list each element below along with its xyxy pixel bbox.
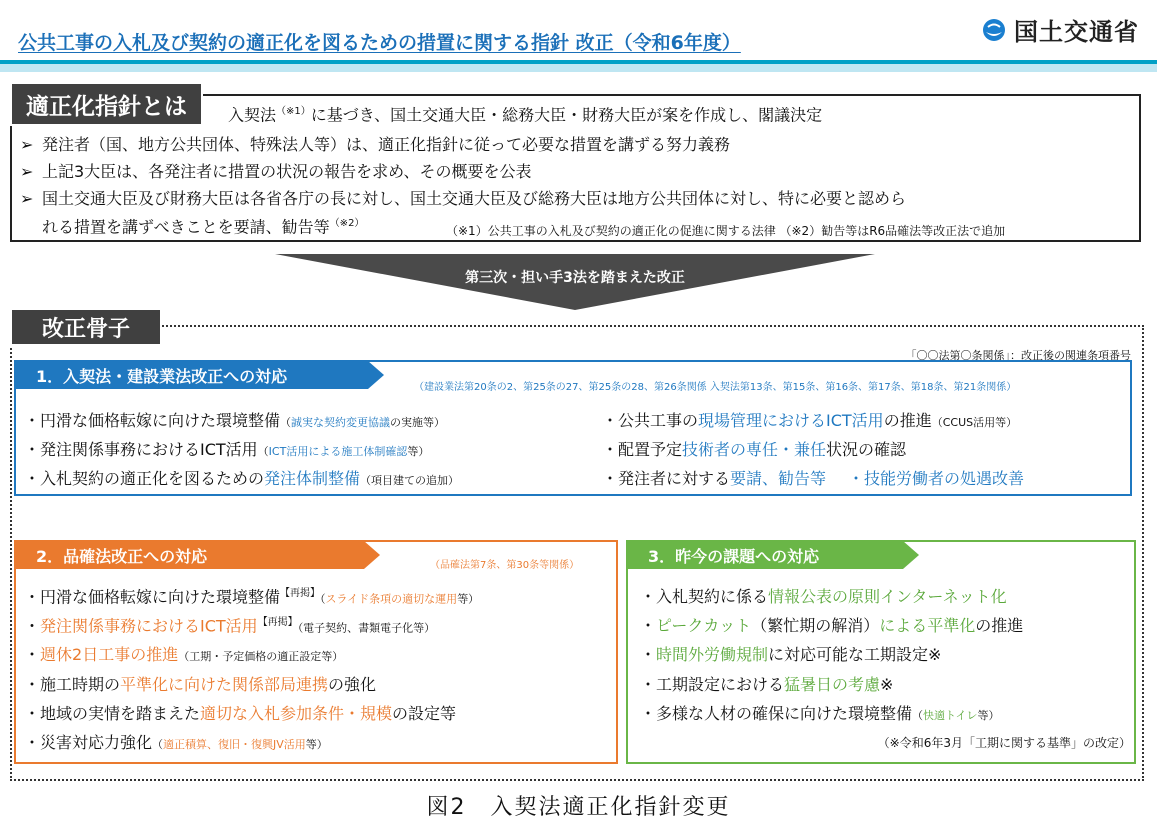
reference-note: 「〇〇法第〇条関係」：改正後の関連条項番号 bbox=[905, 349, 1131, 362]
bullet-text: 発注者（国、地方公共団体、特殊法人等）は、適正化指針に従って必要な措置を講ずる努力義務 bbox=[42, 135, 731, 154]
section2-title: 2．品確法改正への対応 bbox=[16, 541, 364, 569]
section1-right-item: ・公共工事の現場管理におけるICT活用の推進（CCUS活用等） bbox=[602, 411, 1018, 430]
section3-item: ・多様な人材の確保に向けた環境整備（快適トイレ等） bbox=[640, 704, 1000, 723]
definition-bullet bbox=[20, 186, 906, 209]
definition-bullet-continued bbox=[42, 214, 364, 237]
section2-item: ・週休2日工事の推進（工期・予定価格の適正設定等） bbox=[24, 645, 344, 664]
section1-left-item: ・円滑な価格転嫁に向けた環境整備（誠実な契約変更協議の実施等） bbox=[24, 411, 446, 430]
section2-item: ・円滑な価格転嫁に向けた環境整備$^{【再掲】}$（スライド条項の適切な運用等） bbox=[24, 587, 480, 607]
section1-right-item: ・発注者に対する要請、勧告等 ・技能労働者の処遇改善 bbox=[602, 469, 1025, 488]
bullet-continued-text: れる措置を講ずべきことを要請、勧告等 bbox=[42, 217, 330, 237]
intro-rest: に基づき、国土交通大臣・総務大臣・財務大臣が案を作成し、閣議決定 bbox=[310, 105, 823, 125]
definition-tag: 適正化指針とは bbox=[10, 82, 203, 126]
figure-caption: 図2 入契法適正化指針変更 bbox=[426, 795, 731, 820]
section1-title: 1．入契法・建設業法改正への対応 bbox=[16, 361, 368, 389]
bullet-continued-sup: （※2） bbox=[329, 218, 365, 229]
arrow-bullet-icon: ➢ bbox=[20, 189, 34, 208]
section1-left-item: ・入札契約の適正化を図るための発注体制整備（項目建ての追加） bbox=[24, 469, 460, 488]
section2-item: ・地域の実情を踏まえた適切な入札参加条件・規模の設定等 bbox=[24, 704, 457, 723]
header-rule-light bbox=[0, 64, 1157, 72]
definition-intro bbox=[228, 102, 822, 125]
arrow-label: 第三次・担い手3法を踏まえた改正 bbox=[465, 270, 685, 286]
section1-ref: （建設業法第20条の2、第25条の27、第25条の28、第26条関係 入契法第13条、第15条、第16条、第17条、第18条、第21条関係） bbox=[414, 382, 1017, 393]
section3-item: ・入札契約に係る情報公表の原則インターネット化 bbox=[640, 587, 1007, 606]
logo-text: 国土交通省 bbox=[1014, 18, 1139, 46]
section2-ref: （品確法第7条、第30条等関係） bbox=[430, 560, 580, 571]
outline-tag: 改正骨子 bbox=[10, 308, 162, 346]
section3-title: 3．昨今の課題への対応 bbox=[628, 541, 903, 569]
definition-notes: （※1）公共工事の入札及び契約の適正化の促進に関する法律 （※2）勧告等はR6品確法等改正法で追加 bbox=[446, 224, 1006, 238]
section2-item: ・災害対応力強化（適正積算、復旧・復興JV活用等） bbox=[24, 733, 328, 752]
section1-right-item: ・配置予定技術者の専任・兼任状況の確認 bbox=[602, 440, 907, 459]
intro-sup: （※1） bbox=[276, 106, 311, 117]
section3-item: ・工期設定における猛暑日の考慮※ bbox=[640, 675, 894, 694]
bullet-text: 国土交通大臣及び財務大臣は各省各庁の長に対し、国土交通大臣及び総務大臣は地方公共団体に対し、特に必要と認めら bbox=[42, 189, 907, 208]
arrow-bullet-icon: ➢ bbox=[20, 162, 34, 181]
section1-left-item: ・発注関係事務におけるICT活用（ICT活用による施工体制確認等） bbox=[24, 440, 430, 459]
page-title: 公共工事の入札及び契約の適正化を図るための措置に関する指針 改正（令和6年度） bbox=[18, 32, 741, 54]
mlit-logo-icon bbox=[982, 18, 1006, 42]
arrow-bullet-icon: ➢ bbox=[20, 135, 34, 154]
section3-item: ・ピークカット（繁忙期の解消）による平準化の推進 bbox=[640, 616, 1024, 635]
definition-bullet bbox=[20, 132, 730, 155]
ministry-logo bbox=[982, 12, 1139, 47]
bullet-text: 上記3大臣は、各発注者に措置の状況の報告を求め、その概要を公表 bbox=[42, 162, 532, 181]
section2-item: ・施工時期の平準化に向けた関係部局連携の強化 bbox=[24, 675, 377, 694]
intro-prefix: 入契法 bbox=[228, 105, 277, 125]
section3-item: ・時間外労働規制に対応可能な工期設定※ bbox=[640, 645, 942, 664]
section2-item: ・発注関係事務におけるICT活用$^{【再掲】}$（電子契約、書類電子化等） bbox=[24, 616, 436, 636]
section3-note: （※令和6年3月「工期に関する基準」の改定） bbox=[877, 736, 1131, 750]
definition-bullet bbox=[20, 159, 532, 182]
